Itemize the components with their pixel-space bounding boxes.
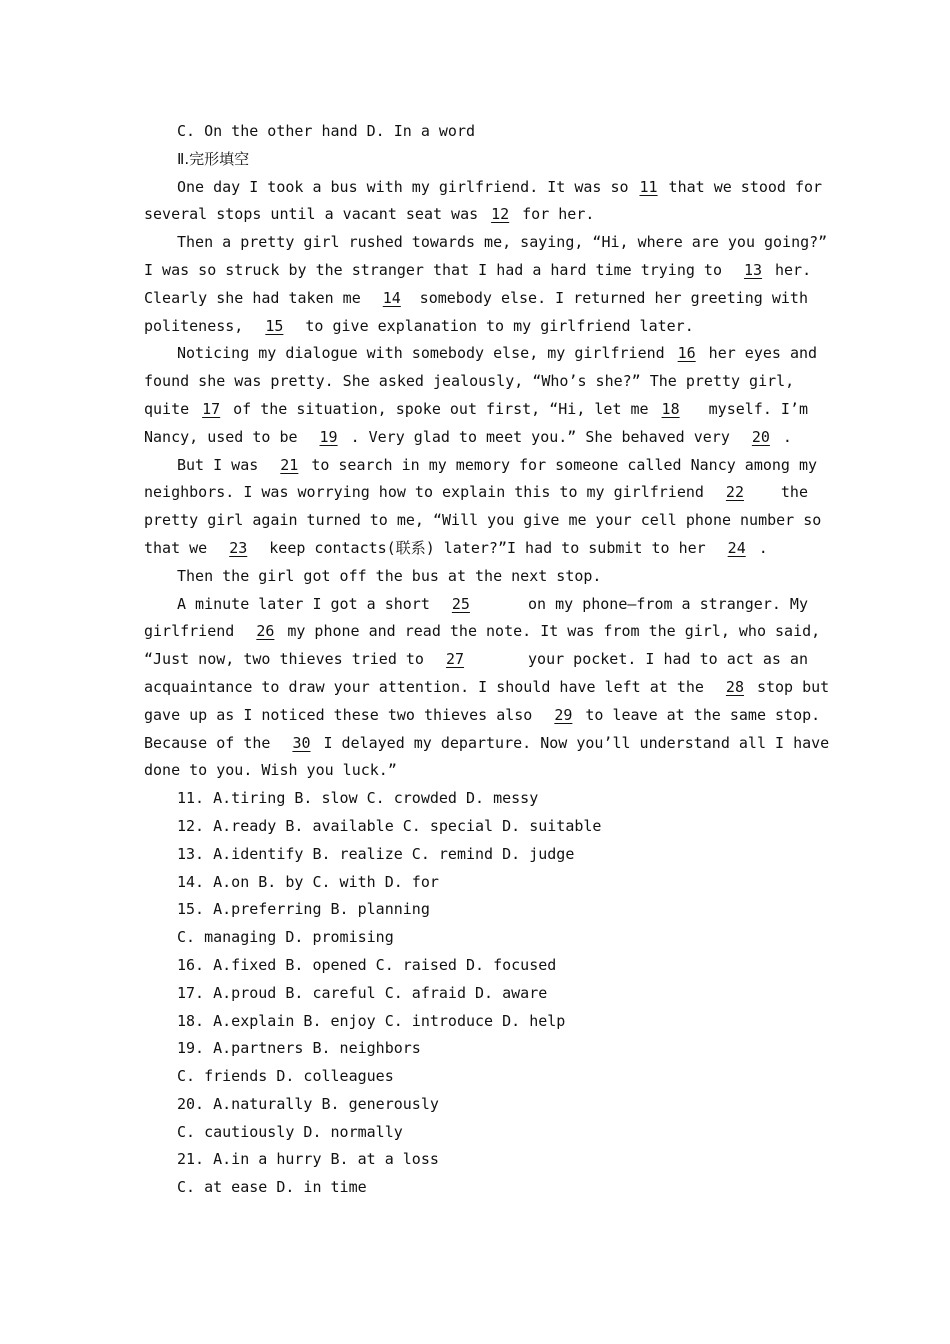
blank-24: 24	[727, 538, 746, 557]
blank-12: 12	[491, 205, 510, 224]
option-line: 11. A.tiring B. slow C. crowded D. messy	[177, 789, 539, 808]
blank-16: 16	[677, 344, 696, 363]
option-line: 17. A.proud B. careful C. afraid D. aware	[177, 983, 548, 1002]
passage-line: Because of the 30 I delayed my departure. Now you’ll understand all I have	[144, 730, 808, 758]
passage-line: several stops until a vacant seat was 12 for her.	[144, 201, 808, 229]
option-line: 13. A.identify B. realize C. remind D. judge	[177, 844, 575, 863]
passage-line: gave up as I noticed these two thieves also 29 to leave at the same stop.	[144, 702, 808, 730]
blank-13: 13	[743, 260, 763, 279]
passage-line: One day I took a bus with my girlfriend. It was so 11 that we stood for	[144, 174, 808, 202]
blank-15: 15	[265, 316, 284, 335]
blank-28: 28	[725, 677, 744, 696]
option-line: 19. A.partners B. neighbors	[177, 1039, 421, 1058]
passage-line: found she was pretty. She asked jealously, “Who’s she?” The pretty girl,	[144, 372, 795, 391]
blank-11: 11	[639, 177, 658, 196]
passage-line: politeness, 15 to give explanation to my girlfriend later.	[144, 313, 808, 341]
passage-line: pretty girl again turned to me, “Will you give me your cell phone number so	[144, 511, 822, 530]
section-title: Ⅱ.完形填空	[177, 149, 250, 168]
blank-23: 23	[229, 538, 248, 557]
passage-line: A minute later I got a short 25 on my phone—from a stranger. My	[144, 591, 808, 619]
passage-line: I was so struck by the stranger that I had a hard time trying to 13 her.	[144, 257, 808, 285]
blank-29: 29	[554, 705, 573, 724]
option-line: 15. A.preferring B. planning	[177, 900, 430, 919]
option-line: 20. A.naturally B. generously	[177, 1094, 439, 1113]
option-line: C. On the other hand D. In a word	[177, 122, 476, 140]
passage-line: done to you. Wish you luck.”	[144, 761, 397, 780]
passage-line: Clearly she had taken me 14 somebody else. I returned her greeting with	[144, 285, 808, 313]
passage-line: that we 23 keep contacts(联系) later?”I had to submit to her 24 .	[144, 535, 808, 563]
option-line: C. managing D. promising	[177, 928, 394, 947]
document-page	[144, 118, 830, 1202]
blank-17: 17	[202, 399, 221, 418]
option-line: C. at ease D. in time	[177, 1178, 367, 1197]
blank-20: 20	[751, 427, 770, 446]
option-line: C. cautiously D. normally	[177, 1122, 403, 1141]
blank-14: 14	[382, 288, 401, 307]
passage-line: But I was 21 to search in my memory for someone called Nancy among my	[144, 452, 808, 480]
blank-19: 19	[319, 427, 338, 446]
blank-21: 21	[280, 455, 299, 474]
option-line: 14. A.on B. by C. with D. for	[177, 872, 439, 891]
option-line: 18. A.explain B. enjoy C. introduce D. help	[177, 1011, 566, 1030]
passage-line: Then a pretty girl rushed towards me, saying, “Hi, where are you going?”	[177, 233, 828, 252]
passage-line: “Just now, two thieves tried to 27 your pocket. I had to act as an	[144, 646, 808, 674]
blank-25: 25	[451, 594, 470, 613]
passage-line: Nancy, used to be 19 . Very glad to meet you.” She behaved very 20 .	[144, 424, 808, 452]
passage-line: quite 17 of the situation, spoke out first, “Hi, let me 18 myself. I’m	[144, 396, 808, 424]
passage-line: acquaintance to draw your attention. I should have left at the 28 stop but	[144, 674, 808, 702]
blank-18: 18	[661, 399, 680, 418]
passage-line: Then the girl got off the bus at the next stop.	[177, 566, 602, 585]
passage-line: Noticing my dialogue with somebody else, my girlfriend 16 her eyes and	[144, 340, 808, 368]
option-line: 12. A.ready B. available C. special D. suitable	[177, 816, 602, 835]
passage-line: neighbors. I was worrying how to explain this to my girlfriend 22 the	[144, 479, 808, 507]
option-line: 16. A.fixed B. opened C. raised D. focused	[177, 955, 557, 974]
blank-30: 30	[292, 733, 311, 752]
blank-22: 22	[725, 483, 744, 502]
blank-26: 26	[256, 622, 275, 641]
passage-line: girlfriend 26 my phone and read the note. It was from the girl, who said,	[144, 618, 808, 646]
blank-27: 27	[445, 650, 465, 669]
option-line: 21. A.in a hurry B. at a loss	[177, 1150, 439, 1169]
option-line: C. friends D. colleagues	[177, 1067, 394, 1086]
